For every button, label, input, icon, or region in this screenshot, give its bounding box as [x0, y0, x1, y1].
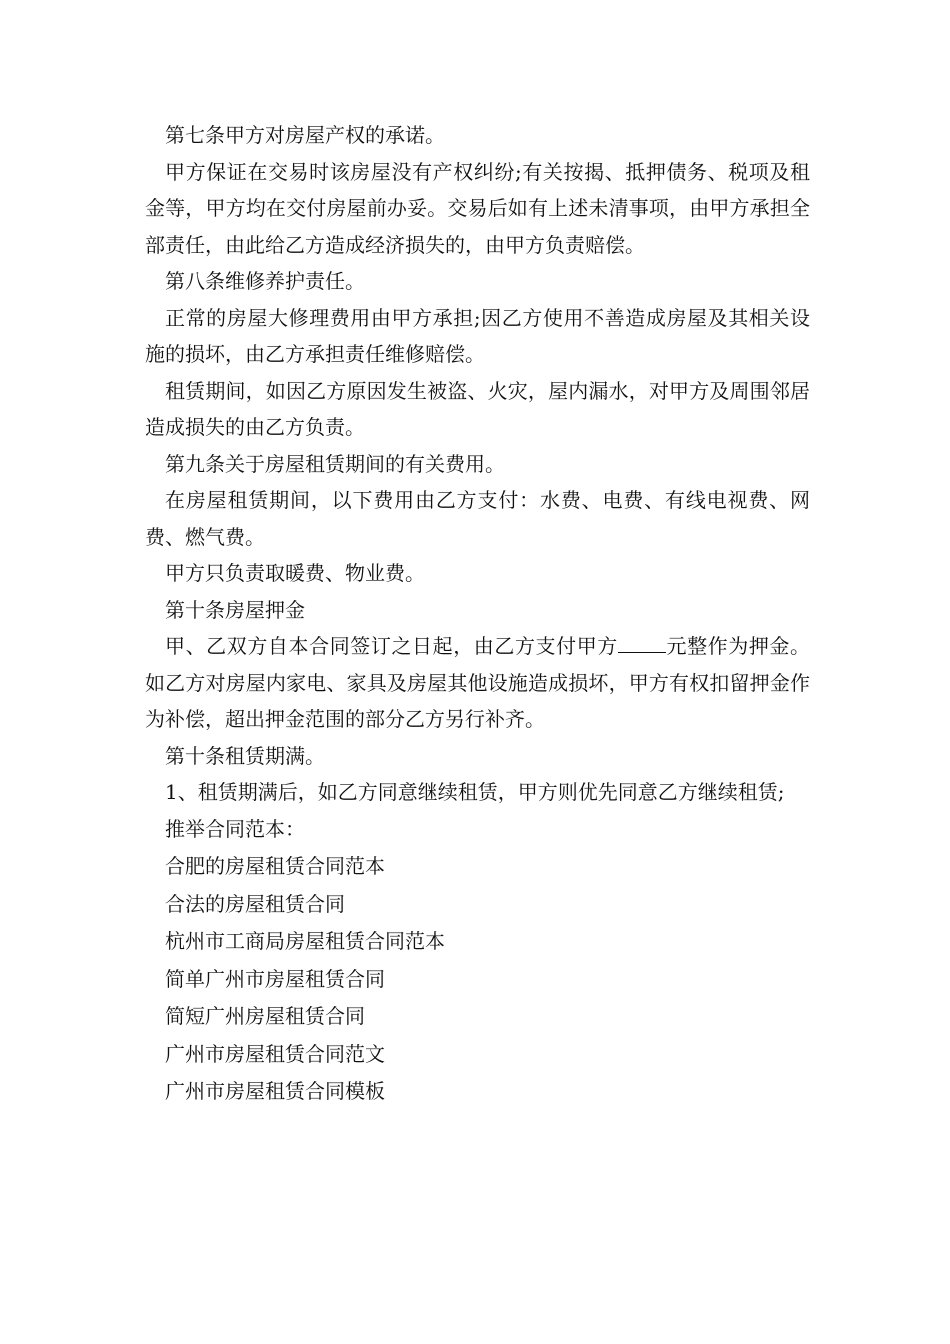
- article-8-text: 正常的房屋大修理费用由甲方承担;因乙方使用不善造成房屋及其相关设施的损坏，由乙方承担责任维修赔偿。: [145, 305, 810, 366]
- recommended-link[interactable]: 合肥的房屋租赁合同范本: [165, 854, 385, 878]
- lease-expiry-heading: 第十条租赁期满。: [165, 743, 325, 768]
- document-body: [145, 117, 810, 1111]
- recommended-link[interactable]: 杭州市工商局房屋租赁合同范本: [165, 929, 445, 953]
- recommended-link[interactable]: 简单广州市房屋租赁合同: [165, 966, 385, 991]
- deposit-text-before: 甲、乙双方自本合同签订之日起，由乙方支付甲方: [165, 634, 618, 658]
- recommended-link[interactable]: 广州市房屋租赁合同范文: [165, 1041, 385, 1066]
- article-9-text: 在房屋租赁期间，以下费用由乙方支付：水费、电费、有线电视费、网费、燃气费。: [145, 488, 810, 549]
- deposit-text-after: 元整作为押金。如乙方对房屋内家电、家具及房屋其他设施造成损坏，甲方有权扣留押金作为补偿，超出押金范围的部分乙方另行补齐。: [145, 634, 811, 731]
- deposit-paragraph: [145, 628, 810, 738]
- recommended-templates-heading: 推举合同范本：: [165, 816, 305, 841]
- article-8-heading: 第八条维修养护责任。: [165, 269, 365, 293]
- article-9-heading: 第九条关于房屋租赁期间的有关费用。: [165, 451, 505, 476]
- deposit-amount-blank: [618, 634, 666, 653]
- article-10-heading: 第十条房屋押金: [165, 597, 305, 622]
- article-7-text: 甲方保证在交易时该房屋没有产权纠纷;有关按揭、抵押债务、税项及租金等，甲方均在交付房屋前办妥。交易后如有上述未清事项，由甲方承担全部责任，由此给乙方造成经济损失的，由甲方负责赔偿。: [145, 159, 810, 257]
- recommended-templates-list: [145, 848, 810, 1111]
- article-9-text-2: 甲方只负责取暖费、物业费。: [165, 561, 425, 585]
- lease-expiry-text: 1、租赁期满后，如乙方同意继续租赁，甲方则优先同意乙方继续租赁;: [165, 780, 785, 804]
- article-8-text-2: 租赁期间，如因乙方原因发生被盗、火灾，屋内漏水，对甲方及周围邻居造成损失的由乙方负责。: [145, 378, 810, 439]
- recommended-link[interactable]: 简短广州房屋租赁合同: [165, 1004, 365, 1028]
- article-7-heading: 第七条甲方对房屋产权的承诺。: [165, 123, 445, 147]
- recommended-link[interactable]: 广州市房屋租赁合同模板: [165, 1079, 385, 1103]
- recommended-link[interactable]: 合法的房屋租赁合同: [165, 891, 345, 916]
